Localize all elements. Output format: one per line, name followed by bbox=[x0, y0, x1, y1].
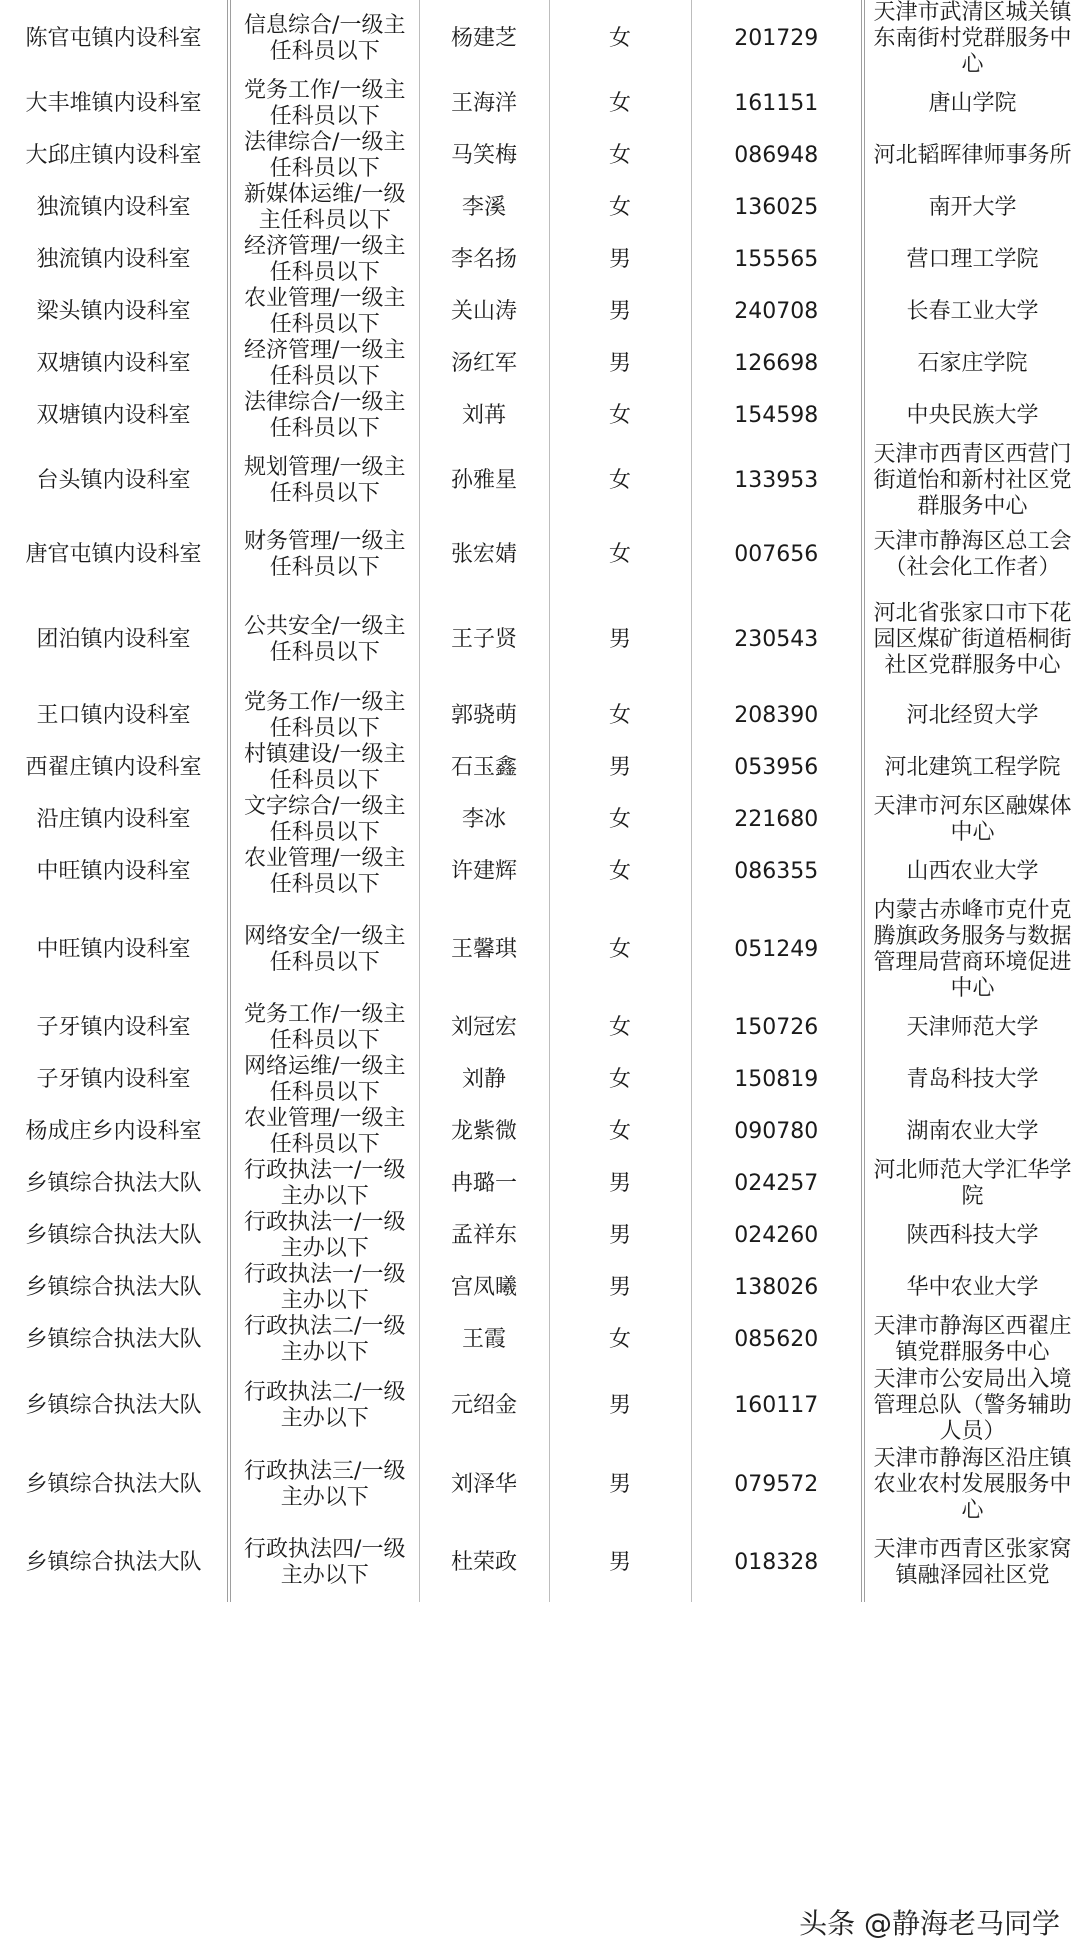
exam-id-cell: 024257 bbox=[691, 1158, 863, 1210]
name-cell: 刘冠宏 bbox=[419, 1002, 549, 1054]
exam-id-cell: 208390 bbox=[691, 690, 863, 742]
gender-cell: 男 bbox=[549, 286, 691, 338]
gender-cell: 女 bbox=[549, 1054, 691, 1106]
position-cell: 经济管理/一级主任科员以下 bbox=[229, 234, 419, 286]
table-row bbox=[0, 182, 1080, 234]
employer-cell: 营口理工学院 bbox=[863, 234, 1080, 286]
unit-cell: 双塘镇内设科室 bbox=[0, 338, 229, 390]
exam-id-cell: 155565 bbox=[691, 234, 863, 286]
name-cell: 许建辉 bbox=[419, 846, 549, 898]
unit-cell: 大丰堆镇内设科室 bbox=[0, 78, 229, 130]
name-cell: 郭骁萌 bbox=[419, 690, 549, 742]
exam-id-cell: 240708 bbox=[691, 286, 863, 338]
gender-cell: 女 bbox=[549, 846, 691, 898]
employer-cell: 天津市河东区融媒体中心 bbox=[863, 794, 1080, 846]
employer-cell: 陕西科技大学 bbox=[863, 1210, 1080, 1262]
unit-cell: 独流镇内设科室 bbox=[0, 182, 229, 234]
table-row bbox=[0, 1002, 1080, 1054]
position-cell: 党务工作/一级主任科员以下 bbox=[229, 78, 419, 130]
employer-cell: 河北建筑工程学院 bbox=[863, 742, 1080, 794]
position-cell: 行政执法二/一级主办以下 bbox=[229, 1366, 419, 1446]
exam-id-cell: 126698 bbox=[691, 338, 863, 390]
table-row bbox=[0, 442, 1080, 520]
gender-cell: 女 bbox=[549, 690, 691, 742]
gender-cell: 男 bbox=[549, 1366, 691, 1446]
employer-cell: 河北韬晖律师事务所 bbox=[863, 130, 1080, 182]
unit-cell: 中旺镇内设科室 bbox=[0, 846, 229, 898]
name-cell: 王子贤 bbox=[419, 590, 549, 690]
gender-cell: 女 bbox=[549, 182, 691, 234]
gender-cell: 男 bbox=[549, 590, 691, 690]
gender-cell: 男 bbox=[549, 1524, 691, 1602]
employer-cell: 南开大学 bbox=[863, 182, 1080, 234]
exam-id-cell: 138026 bbox=[691, 1262, 863, 1314]
employer-cell: 天津市公安局出入境管理总队（警务辅助人员） bbox=[863, 1366, 1080, 1446]
unit-cell: 唐官屯镇内设科室 bbox=[0, 520, 229, 590]
table-row bbox=[0, 742, 1080, 794]
position-cell: 网络安全/一级主任科员以下 bbox=[229, 898, 419, 1002]
table-row bbox=[0, 338, 1080, 390]
unit-cell: 中旺镇内设科室 bbox=[0, 898, 229, 1002]
table-row bbox=[0, 1054, 1080, 1106]
employer-cell: 长春工业大学 bbox=[863, 286, 1080, 338]
gender-cell: 男 bbox=[549, 742, 691, 794]
employer-cell: 唐山学院 bbox=[863, 78, 1080, 130]
employer-cell: 湖南农业大学 bbox=[863, 1106, 1080, 1158]
table-row bbox=[0, 1106, 1080, 1158]
gender-cell: 女 bbox=[549, 520, 691, 590]
name-cell: 宫凤曦 bbox=[419, 1262, 549, 1314]
position-cell: 法律综合/一级主任科员以下 bbox=[229, 130, 419, 182]
unit-cell: 团泊镇内设科室 bbox=[0, 590, 229, 690]
exam-id-cell: 221680 bbox=[691, 794, 863, 846]
exam-id-cell: 161151 bbox=[691, 78, 863, 130]
name-cell: 杜荣政 bbox=[419, 1524, 549, 1602]
gender-cell: 男 bbox=[549, 1158, 691, 1210]
unit-cell: 子牙镇内设科室 bbox=[0, 1054, 229, 1106]
table-row bbox=[0, 1158, 1080, 1210]
exam-id-cell: 053956 bbox=[691, 742, 863, 794]
exam-id-cell: 201729 bbox=[691, 0, 863, 78]
table-row bbox=[0, 1262, 1080, 1314]
exam-id-cell: 150819 bbox=[691, 1054, 863, 1106]
exam-id-cell: 150726 bbox=[691, 1002, 863, 1054]
unit-cell: 乡镇综合执法大队 bbox=[0, 1524, 229, 1602]
table-row bbox=[0, 390, 1080, 442]
employer-cell: 河北师范大学汇华学院 bbox=[863, 1158, 1080, 1210]
table-row bbox=[0, 1210, 1080, 1262]
name-cell: 李溪 bbox=[419, 182, 549, 234]
exam-id-cell: 160117 bbox=[691, 1366, 863, 1446]
exam-id-cell: 085620 bbox=[691, 1314, 863, 1366]
table-row bbox=[0, 286, 1080, 338]
name-cell: 汤红军 bbox=[419, 338, 549, 390]
name-cell: 冉璐一 bbox=[419, 1158, 549, 1210]
exam-id-cell: 024260 bbox=[691, 1210, 863, 1262]
position-cell: 农业管理/一级主任科员以下 bbox=[229, 286, 419, 338]
position-cell: 规划管理/一级主任科员以下 bbox=[229, 442, 419, 520]
position-cell: 党务工作/一级主任科员以下 bbox=[229, 690, 419, 742]
table-row bbox=[0, 1524, 1080, 1602]
name-cell: 杨建芝 bbox=[419, 0, 549, 78]
employer-cell: 河北省张家口市下花园区煤矿街道梧桐街社区党群服务中心 bbox=[863, 590, 1080, 690]
position-cell: 经济管理/一级主任科员以下 bbox=[229, 338, 419, 390]
exam-id-cell: 086355 bbox=[691, 846, 863, 898]
name-cell: 刘静 bbox=[419, 1054, 549, 1106]
exam-id-cell: 007656 bbox=[691, 520, 863, 590]
exam-id-cell: 133953 bbox=[691, 442, 863, 520]
employer-cell: 山西农业大学 bbox=[863, 846, 1080, 898]
gender-cell: 男 bbox=[549, 338, 691, 390]
position-cell: 法律综合/一级主任科员以下 bbox=[229, 390, 419, 442]
gender-cell: 男 bbox=[549, 1262, 691, 1314]
gender-cell: 女 bbox=[549, 794, 691, 846]
exam-id-cell: 086948 bbox=[691, 130, 863, 182]
gender-cell: 女 bbox=[549, 1314, 691, 1366]
exam-id-cell: 154598 bbox=[691, 390, 863, 442]
name-cell: 刘泽华 bbox=[419, 1446, 549, 1524]
name-cell: 龙紫微 bbox=[419, 1106, 549, 1158]
name-cell: 王霞 bbox=[419, 1314, 549, 1366]
unit-cell: 梁头镇内设科室 bbox=[0, 286, 229, 338]
name-cell: 马笑梅 bbox=[419, 130, 549, 182]
name-cell: 孙雅星 bbox=[419, 442, 549, 520]
employer-cell: 天津师范大学 bbox=[863, 1002, 1080, 1054]
position-cell: 行政执法三/一级主办以下 bbox=[229, 1446, 419, 1524]
name-cell: 石玉鑫 bbox=[419, 742, 549, 794]
employer-cell: 天津市西青区张家窝镇融泽园社区党 bbox=[863, 1524, 1080, 1602]
name-cell: 王馨琪 bbox=[419, 898, 549, 1002]
position-cell: 农业管理/一级主任科员以下 bbox=[229, 1106, 419, 1158]
gender-cell: 女 bbox=[549, 442, 691, 520]
table-row bbox=[0, 590, 1080, 690]
gender-cell: 女 bbox=[549, 0, 691, 78]
exam-id-cell: 230543 bbox=[691, 590, 863, 690]
unit-cell: 乡镇综合执法大队 bbox=[0, 1366, 229, 1446]
employer-cell: 石家庄学院 bbox=[863, 338, 1080, 390]
unit-cell: 乡镇综合执法大队 bbox=[0, 1262, 229, 1314]
unit-cell: 大邱庄镇内设科室 bbox=[0, 130, 229, 182]
exam-id-cell: 051249 bbox=[691, 898, 863, 1002]
position-cell: 网络运维/一级主任科员以下 bbox=[229, 1054, 419, 1106]
employer-cell: 青岛科技大学 bbox=[863, 1054, 1080, 1106]
table-row bbox=[0, 1314, 1080, 1366]
exam-id-cell: 079572 bbox=[691, 1446, 863, 1524]
gender-cell: 女 bbox=[549, 78, 691, 130]
gender-cell: 女 bbox=[549, 390, 691, 442]
table-row bbox=[0, 1446, 1080, 1524]
position-cell: 公共安全/一级主任科员以下 bbox=[229, 590, 419, 690]
unit-cell: 杨成庄乡内设科室 bbox=[0, 1106, 229, 1158]
table-row bbox=[0, 1366, 1080, 1446]
employer-cell: 河北经贸大学 bbox=[863, 690, 1080, 742]
employer-cell: 天津市静海区西翟庄镇党群服务中心 bbox=[863, 1314, 1080, 1366]
position-cell: 行政执法四/一级主办以下 bbox=[229, 1524, 419, 1602]
table-row bbox=[0, 846, 1080, 898]
gender-cell: 女 bbox=[549, 898, 691, 1002]
table-row bbox=[0, 898, 1080, 1002]
table-row bbox=[0, 0, 1080, 78]
unit-cell: 子牙镇内设科室 bbox=[0, 1002, 229, 1054]
name-cell: 关山涛 bbox=[419, 286, 549, 338]
table-row bbox=[0, 794, 1080, 846]
exam-id-cell: 090780 bbox=[691, 1106, 863, 1158]
table-row bbox=[0, 78, 1080, 130]
unit-cell: 双塘镇内设科室 bbox=[0, 390, 229, 442]
name-cell: 元绍金 bbox=[419, 1366, 549, 1446]
position-cell: 村镇建设/一级主任科员以下 bbox=[229, 742, 419, 794]
unit-cell: 乡镇综合执法大队 bbox=[0, 1446, 229, 1524]
table-row bbox=[0, 690, 1080, 742]
gender-cell: 女 bbox=[549, 130, 691, 182]
position-cell: 文字综合/一级主任科员以下 bbox=[229, 794, 419, 846]
position-cell: 行政执法一/一级主办以下 bbox=[229, 1158, 419, 1210]
employer-cell: 天津市武清区城关镇东南街村党群服务中心 bbox=[863, 0, 1080, 78]
gender-cell: 女 bbox=[549, 1002, 691, 1054]
position-cell: 信息综合/一级主任科员以下 bbox=[229, 0, 419, 78]
unit-cell: 独流镇内设科室 bbox=[0, 234, 229, 286]
name-cell: 王海洋 bbox=[419, 78, 549, 130]
employer-cell: 天津市静海区沿庄镇农业农村发展服务中心 bbox=[863, 1446, 1080, 1524]
position-cell: 财务管理/一级主任科员以下 bbox=[229, 520, 419, 590]
position-cell: 行政执法二/一级主办以下 bbox=[229, 1314, 419, 1366]
position-cell: 行政执法一/一级主办以下 bbox=[229, 1210, 419, 1262]
table-row bbox=[0, 520, 1080, 590]
exam-id-cell: 018328 bbox=[691, 1524, 863, 1602]
name-cell: 李名扬 bbox=[419, 234, 549, 286]
position-cell: 农业管理/一级主任科员以下 bbox=[229, 846, 419, 898]
name-cell: 刘苒 bbox=[419, 390, 549, 442]
name-cell: 李冰 bbox=[419, 794, 549, 846]
gender-cell: 男 bbox=[549, 234, 691, 286]
unit-cell: 乡镇综合执法大队 bbox=[0, 1158, 229, 1210]
unit-cell: 沿庄镇内设科室 bbox=[0, 794, 229, 846]
exam-id-cell: 136025 bbox=[691, 182, 863, 234]
unit-cell: 乡镇综合执法大队 bbox=[0, 1210, 229, 1262]
name-cell: 张宏婧 bbox=[419, 520, 549, 590]
position-cell: 新媒体运维/一级主任科员以下 bbox=[229, 182, 419, 234]
employer-cell: 天津市静海区总工会（社会化工作者） bbox=[863, 520, 1080, 590]
name-cell: 孟祥东 bbox=[419, 1210, 549, 1262]
employer-cell: 华中农业大学 bbox=[863, 1262, 1080, 1314]
employer-cell: 天津市西青区西营门街道怡和新村社区党群服务中心 bbox=[863, 442, 1080, 520]
unit-cell: 王口镇内设科室 bbox=[0, 690, 229, 742]
table-row bbox=[0, 130, 1080, 182]
employer-cell: 中央民族大学 bbox=[863, 390, 1080, 442]
unit-cell: 台头镇内设科室 bbox=[0, 442, 229, 520]
gender-cell: 男 bbox=[549, 1210, 691, 1262]
employer-cell: 内蒙古赤峰市克什克腾旗政务服务与数据管理局营商环境促进中心 bbox=[863, 898, 1080, 1002]
position-cell: 党务工作/一级主任科员以下 bbox=[229, 1002, 419, 1054]
table-row bbox=[0, 234, 1080, 286]
unit-cell: 陈官屯镇内设科室 bbox=[0, 0, 229, 78]
gender-cell: 女 bbox=[549, 1106, 691, 1158]
unit-cell: 西翟庄镇内设科室 bbox=[0, 742, 229, 794]
watermark-label: 头条 @静海老马同学 bbox=[793, 1900, 1066, 1944]
gender-cell: 男 bbox=[549, 1446, 691, 1524]
unit-cell: 乡镇综合执法大队 bbox=[0, 1314, 229, 1366]
position-cell: 行政执法一/一级主办以下 bbox=[229, 1262, 419, 1314]
